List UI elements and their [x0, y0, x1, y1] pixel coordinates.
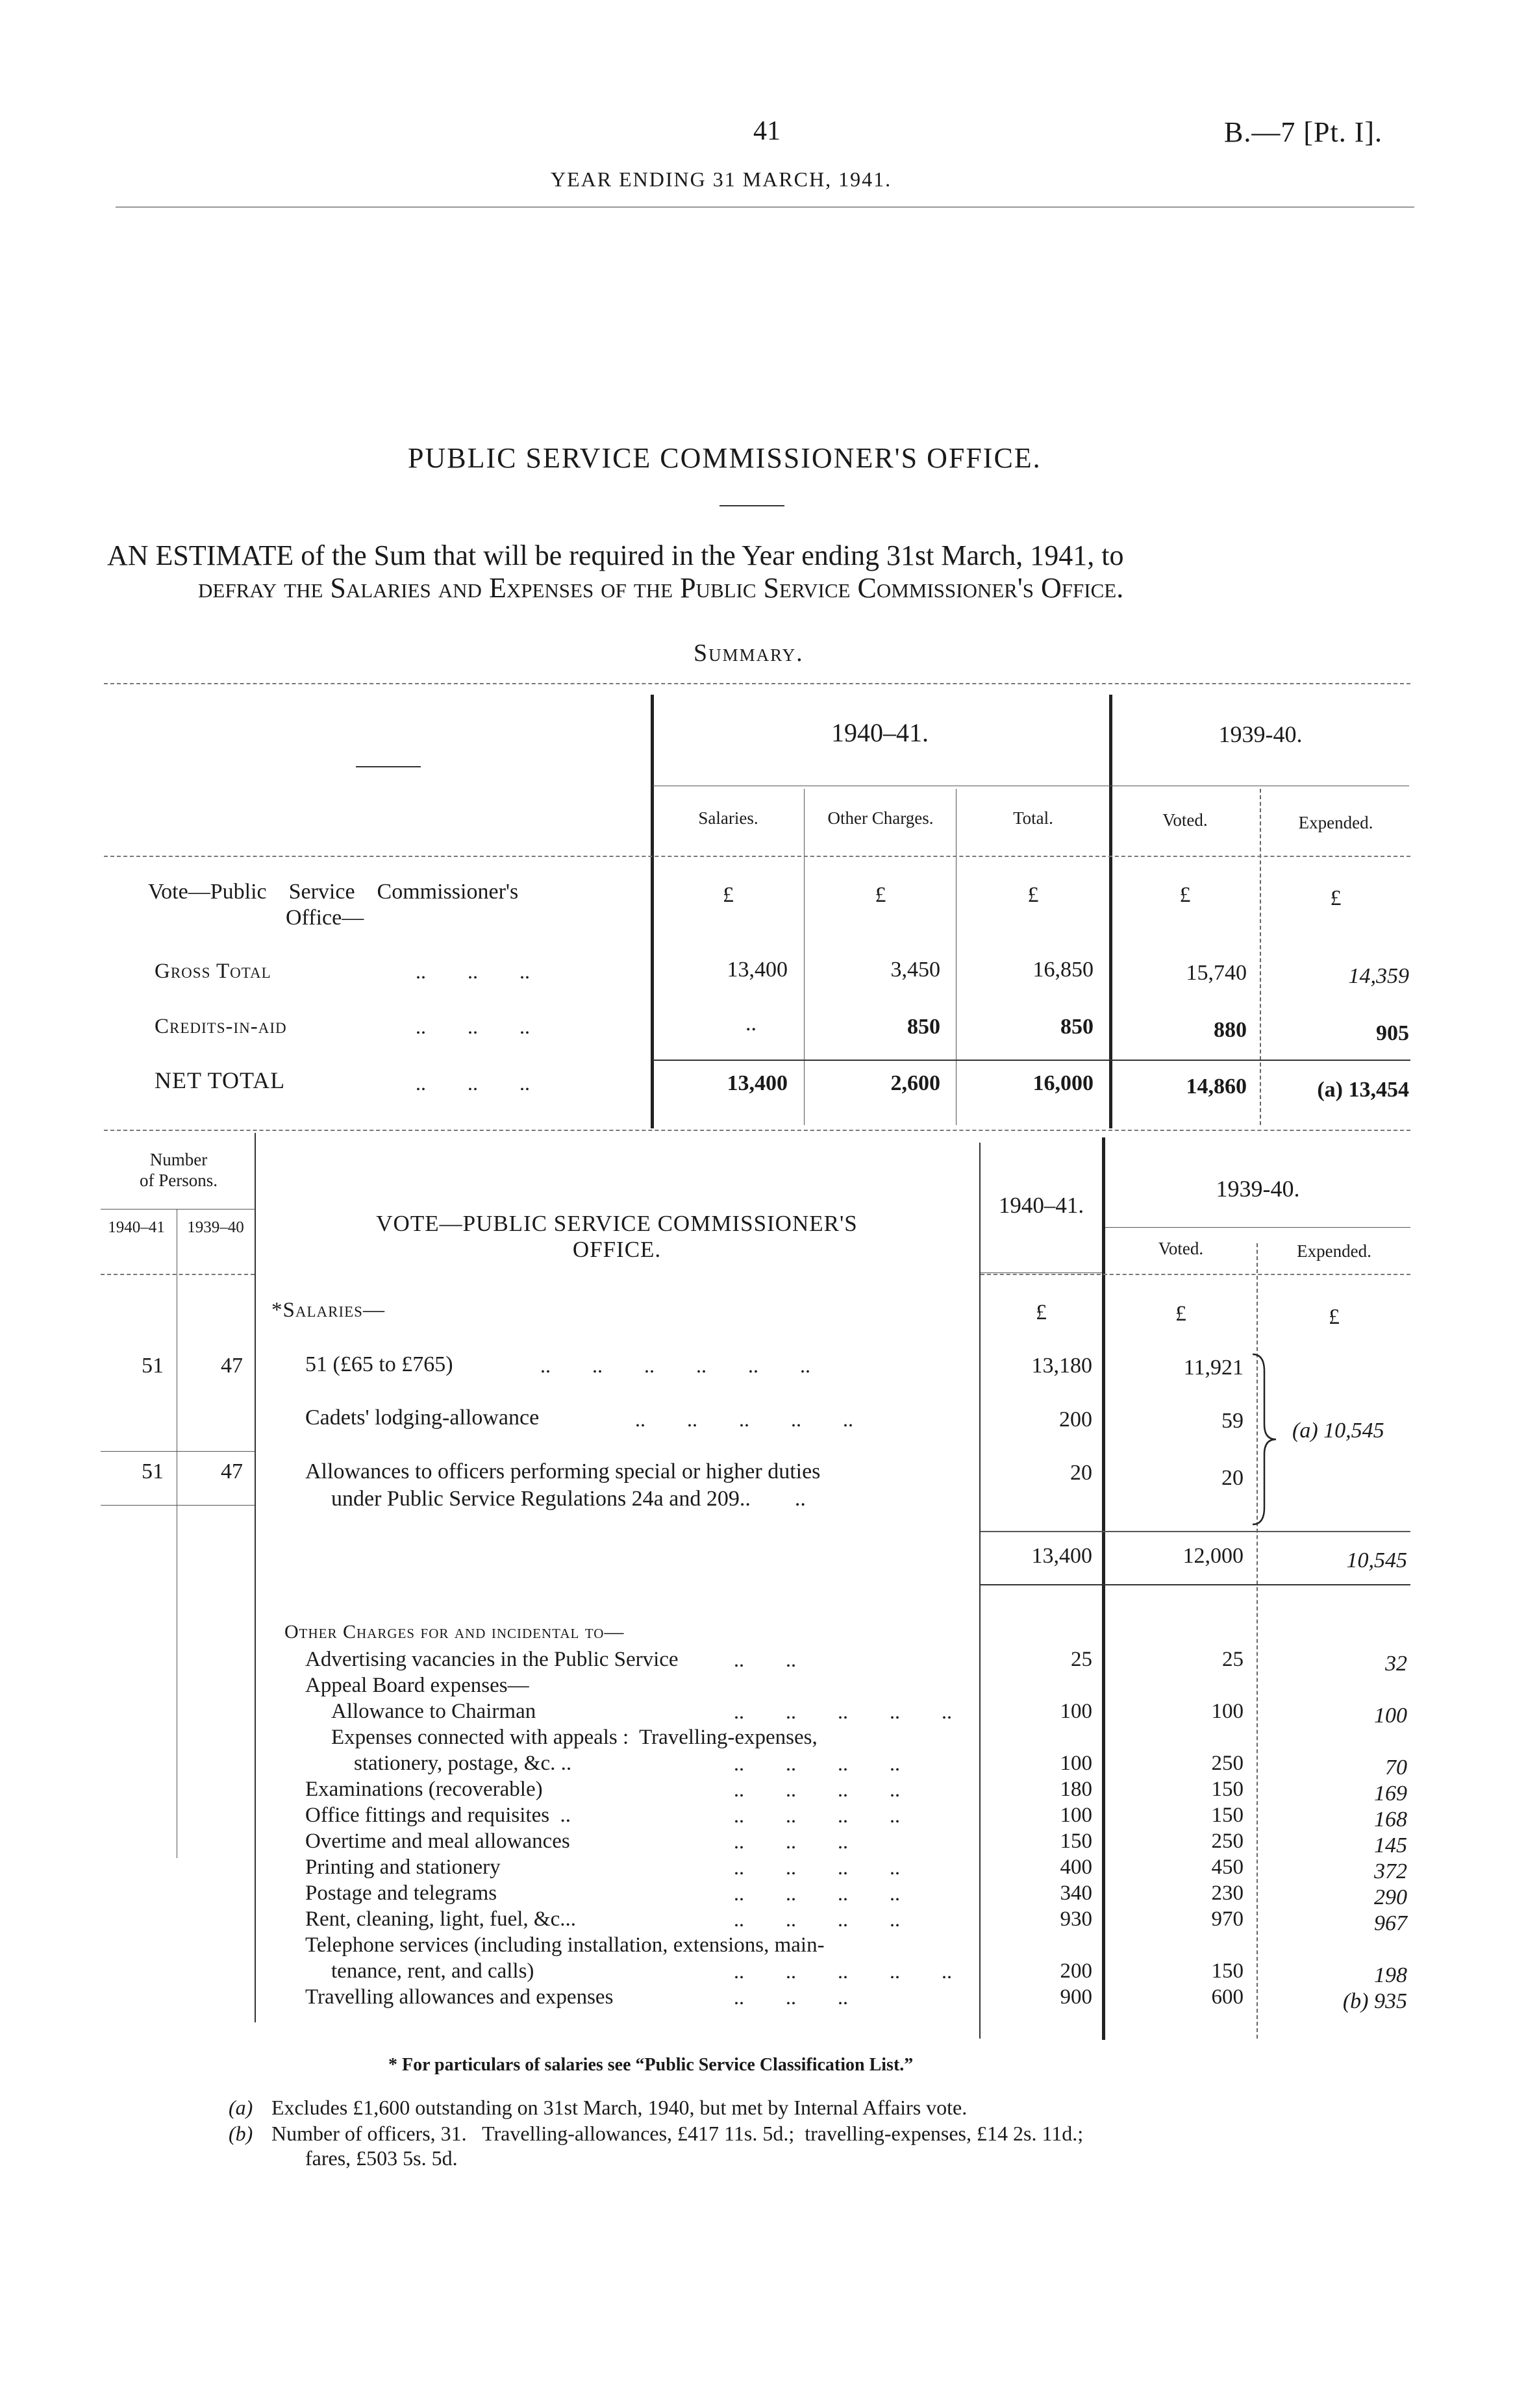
persons-1940-count: 51: [142, 1459, 164, 1483]
summary-col-divider: [804, 789, 805, 1125]
other-charge-label: Overtime and meal allowances: [305, 1830, 570, 1853]
summary-header-rule: [104, 856, 1410, 857]
intro-line-1: AN ESTIMATE of the Sum that will be required in the Year ending 31st March, 1941, to: [107, 540, 1124, 571]
year-ending-line: YEAR ENDING 31 MARCH, 1941.: [551, 168, 892, 191]
footnote-a-mark: (a): [229, 2096, 253, 2119]
other-charge-current-value: 100: [1060, 1700, 1092, 1723]
summary-dash-mark: [356, 766, 421, 767]
summary-salaries-value: 13,400: [727, 958, 788, 982]
other-charge-expended-value: 145: [1374, 1833, 1407, 1857]
detail-vote-title-line-2: OFFICE.: [572, 1237, 662, 1262]
number-of-persons-heading: [101, 1149, 256, 1191]
summary-heading: Summary.: [694, 639, 804, 667]
currency-symbol: £: [1027, 883, 1039, 907]
other-charge-expended-value: 168: [1374, 1807, 1407, 1831]
currency-symbol: £: [1329, 1305, 1340, 1329]
leader-dots: .. .. .. .. ..: [635, 1408, 853, 1431]
other-charge-label: stationery, postage, &c. ..: [354, 1752, 572, 1775]
detail-year-current-rule: [981, 1272, 1102, 1273]
other-charge-expended-value: 100: [1374, 1704, 1407, 1728]
summary-expended-value: 905: [1376, 1021, 1409, 1045]
other-charge-expended-value: 967: [1374, 1911, 1407, 1935]
summary-total-value: 850: [1060, 1015, 1094, 1039]
summary-other-value: 2,600: [890, 1071, 940, 1095]
other-charge-voted-value: 450: [1211, 1856, 1244, 1879]
other-charge-current-value: 100: [1060, 1804, 1092, 1827]
summary-bottom-rule: [104, 1130, 1410, 1131]
summary-vote-label: Vote—Public Service Commissioner's: [148, 880, 519, 904]
title-underline: [719, 505, 784, 506]
leader-dots: .. .. .. .. ..: [734, 1959, 952, 1983]
col-total: Total.: [1013, 808, 1053, 828]
other-charge-expended-value: (b) 935: [1342, 1989, 1407, 2013]
leader-dots: .. .. .. .. .. ..: [540, 1354, 810, 1377]
summary-voted-value: 15,740: [1186, 961, 1247, 985]
salary-current-value: 13,180: [1031, 1354, 1092, 1378]
summary-row-label: Gross Total: [155, 960, 271, 983]
other-charge-expended-value: 372: [1374, 1859, 1407, 1883]
other-charge-expended-value: 169: [1374, 1781, 1407, 1806]
salary-voted-value: 11,921: [1183, 1356, 1244, 1380]
col-1939-40-persons: 1939–40: [187, 1219, 244, 1236]
currency-symbol: £: [723, 883, 734, 907]
leader-dots: .. .. .. .. ..: [734, 1700, 952, 1723]
right-brace-icon: [1250, 1352, 1282, 1527]
salary-voted-value: 59: [1221, 1409, 1244, 1433]
summary-col-divider: [1260, 789, 1261, 1125]
other-charge-voted-value: 250: [1211, 1752, 1244, 1775]
other-charge-label: Allowance to Chairman: [331, 1700, 536, 1723]
other-charge-voted-value: 250: [1211, 1830, 1244, 1853]
detail-year-current: 1940–41.: [998, 1193, 1084, 1218]
other-charge-voted-value: 970: [1211, 1907, 1244, 1931]
currency-symbol: £: [1175, 1302, 1186, 1326]
summary-voted-value: 880: [1214, 1018, 1247, 1042]
salary-row-label-2: under Public Service Regulations 24a and 209.. ..: [331, 1487, 806, 1511]
summary-voted-value: 14,860: [1186, 1074, 1247, 1098]
other-charge-label: Expenses connected with appeals : Travelling-expenses,: [331, 1726, 818, 1749]
persons-1939-count: 47: [221, 1459, 243, 1483]
other-charge-label: Telephone services (including installation, extensions, main-: [305, 1933, 825, 1957]
leader-dots: .. .. ..: [416, 1015, 530, 1038]
persons-1940-count: 51: [142, 1354, 164, 1378]
col-expended: Expended.: [1298, 813, 1373, 832]
summary-col-divider: [956, 789, 957, 1125]
col-salaries: Salaries.: [698, 808, 758, 828]
persons-header-rule: [101, 1274, 255, 1275]
detail-header-rule: [981, 1274, 1410, 1275]
leader-dots: .. .. ..: [734, 1830, 848, 1853]
persons-1939-count: 47: [221, 1354, 243, 1378]
salary-row-label: 51 (£65 to £765): [305, 1352, 453, 1376]
other-charges-heading: Other Charges for and incidental to—: [284, 1621, 625, 1643]
other-charge-voted-value: 150: [1211, 1778, 1244, 1801]
other-charge-expended-value: 32: [1385, 1652, 1407, 1676]
leader-dots: .. .. .. ..: [734, 1907, 900, 1931]
of-persons-label: of Persons.: [140, 1171, 218, 1190]
footnote-b-mark: (b): [229, 2122, 253, 2145]
salary-row-label: Allowances to officers performing special or higher duties: [305, 1459, 821, 1483]
currency-symbol: £: [875, 883, 886, 907]
persons-rule: [101, 1209, 255, 1210]
persons-bottom-rule: [101, 1505, 255, 1506]
footnote-a-text: Excludes £1,600 outstanding on 31st March, 1940, but met by Internal Affairs vote.: [271, 2096, 968, 2119]
other-charge-current-value: 180: [1060, 1778, 1092, 1801]
summary-year-current: 1940–41.: [831, 718, 929, 747]
summary-divider-mid: [1109, 695, 1112, 1128]
other-charge-label: Rent, cleaning, light, fuel, &c...: [305, 1907, 576, 1931]
leader-dots: .. .. .. ..: [734, 1752, 900, 1775]
salary-total-voted: 12,000: [1182, 1544, 1244, 1568]
other-charge-voted-value: 230: [1211, 1881, 1244, 1905]
summary-total-value: 16,850: [1032, 958, 1094, 982]
summary-expended-value: 14,359: [1348, 964, 1409, 988]
salary-current-value: 20: [1070, 1461, 1092, 1485]
salary-totals-bottom-rule: [981, 1584, 1410, 1585]
other-charge-label: Printing and stationery: [305, 1856, 501, 1879]
other-charge-voted-value: 150: [1211, 1959, 1244, 1983]
other-charge-current-value: 100: [1060, 1752, 1092, 1775]
page-number: 41: [753, 116, 781, 146]
summary-divider-left: [651, 695, 654, 1128]
leader-dots: .. ..: [734, 1648, 796, 1671]
summary-row-label: Credits-in-aid: [155, 1015, 287, 1038]
other-charge-expended-value: 70: [1385, 1756, 1407, 1780]
detail-year-previous-rule: [1105, 1227, 1410, 1228]
summary-other-value: 3,450: [890, 958, 940, 982]
office-title: PUBLIC SERVICE COMMISSIONER'S OFFICE.: [408, 442, 1042, 474]
other-charge-label: Travelling allowances and expenses: [305, 1985, 614, 2009]
other-charge-label: tenance, rent, and calls): [331, 1959, 534, 1983]
leader-dots: .. .. ..: [416, 1071, 530, 1095]
summary-salaries-value: ..: [745, 1012, 757, 1036]
detail-year-previous: 1939-40.: [1216, 1176, 1300, 1202]
summary-salaries-value: 13,400: [727, 1071, 788, 1095]
other-charge-current-value: 340: [1060, 1881, 1092, 1905]
other-charge-current-value: 150: [1060, 1830, 1092, 1853]
summary-net-rule: [653, 1060, 1410, 1061]
detail-vote-title: [255, 1211, 979, 1263]
salary-total-current: 13,400: [1031, 1544, 1092, 1568]
salaries-heading: *Salaries—: [271, 1298, 385, 1322]
salary-row-label: Cadets' lodging-allowance: [305, 1406, 540, 1430]
salaries-footnote: * For particulars of salaries see “Public Service Classification List.”: [388, 2055, 914, 2075]
summary-year-previous: 1939-40.: [1218, 721, 1303, 747]
other-charge-label: Appeal Board expenses—: [305, 1674, 529, 1697]
detail-vote-title-line-1: VOTE—PUBLIC SERVICE COMMISSIONER'S: [376, 1211, 858, 1236]
other-charge-label: Postage and telegrams: [305, 1881, 497, 1905]
salary-total-expended: 10,545: [1346, 1548, 1407, 1572]
other-charge-expended-value: 198: [1374, 1963, 1407, 1987]
col-voted: Voted.: [1162, 810, 1208, 830]
col-other-charges: Other Charges.: [827, 808, 934, 828]
summary-top-rule: [104, 683, 1410, 684]
detail-label-divider: [255, 1133, 256, 2022]
other-charge-expended-value: 290: [1374, 1885, 1407, 1909]
salary-voted-value: 20: [1221, 1466, 1244, 1490]
other-charge-voted-value: 600: [1211, 1985, 1244, 2009]
other-charge-current-value: 25: [1071, 1648, 1092, 1671]
other-charge-current-value: 400: [1060, 1856, 1092, 1879]
currency-symbol: £: [1330, 886, 1342, 910]
summary-expended-value: (a) 13,454: [1317, 1078, 1409, 1102]
other-charge-label: Office fittings and requisites ..: [305, 1804, 571, 1827]
leader-dots: .. .. ..: [416, 960, 530, 983]
leader-dots: .. .. .. ..: [734, 1856, 900, 1879]
currency-symbol: £: [1179, 883, 1191, 907]
summary-total-value: 16,000: [1032, 1071, 1094, 1095]
summary-vote-label-2: Office—: [286, 906, 364, 930]
detail-col-voted: Voted.: [1158, 1239, 1204, 1258]
currency-symbol: £: [1036, 1300, 1047, 1324]
leader-dots: .. .. .. ..: [734, 1804, 900, 1827]
leader-dots: .. .. ..: [734, 1985, 848, 2009]
salary-current-value: 200: [1059, 1408, 1092, 1432]
leader-dots: .. .. .. ..: [734, 1778, 900, 1801]
other-charge-voted-value: 100: [1211, 1700, 1244, 1723]
other-charge-label: Advertising vacancies in the Public Service: [305, 1648, 679, 1671]
leader-dots: .. .. .. ..: [734, 1881, 900, 1905]
salary-expended-brace-value: (a) 10,545: [1292, 1419, 1384, 1443]
persons-row-rule: [101, 1451, 255, 1452]
footnote-b-text-1: Number of officers, 31. Travelling-allowances, £417 11s. 5d.; travelling-expenses, £14 2s. 11d.;: [271, 2122, 1084, 2145]
header-rule: [116, 206, 1414, 208]
footnote-b-text-2: fares, £503 5s. 5d.: [305, 2146, 458, 2170]
summary-other-value: 850: [907, 1015, 940, 1039]
intro-line-2: defray the Salaries and Expenses of the Public Service Commissioner's Office.: [198, 572, 1124, 604]
detail-col-expended: Expended.: [1297, 1241, 1371, 1261]
number-label: Number: [149, 1150, 208, 1169]
document-reference: B.—7 [Pt. I].: [1224, 116, 1382, 148]
other-charge-current-value: 900: [1060, 1985, 1092, 2009]
other-charge-voted-value: 150: [1211, 1804, 1244, 1827]
col-1940-41-persons: 1940–41: [108, 1219, 165, 1236]
other-charge-current-value: 200: [1060, 1959, 1092, 1983]
other-charge-voted-value: 25: [1222, 1648, 1244, 1671]
other-charge-label: Examinations (recoverable): [305, 1778, 543, 1801]
summary-row-label: NET TOTAL: [155, 1067, 286, 1093]
other-charge-current-value: 930: [1060, 1907, 1092, 1931]
salary-totals-rule: [981, 1531, 1410, 1532]
